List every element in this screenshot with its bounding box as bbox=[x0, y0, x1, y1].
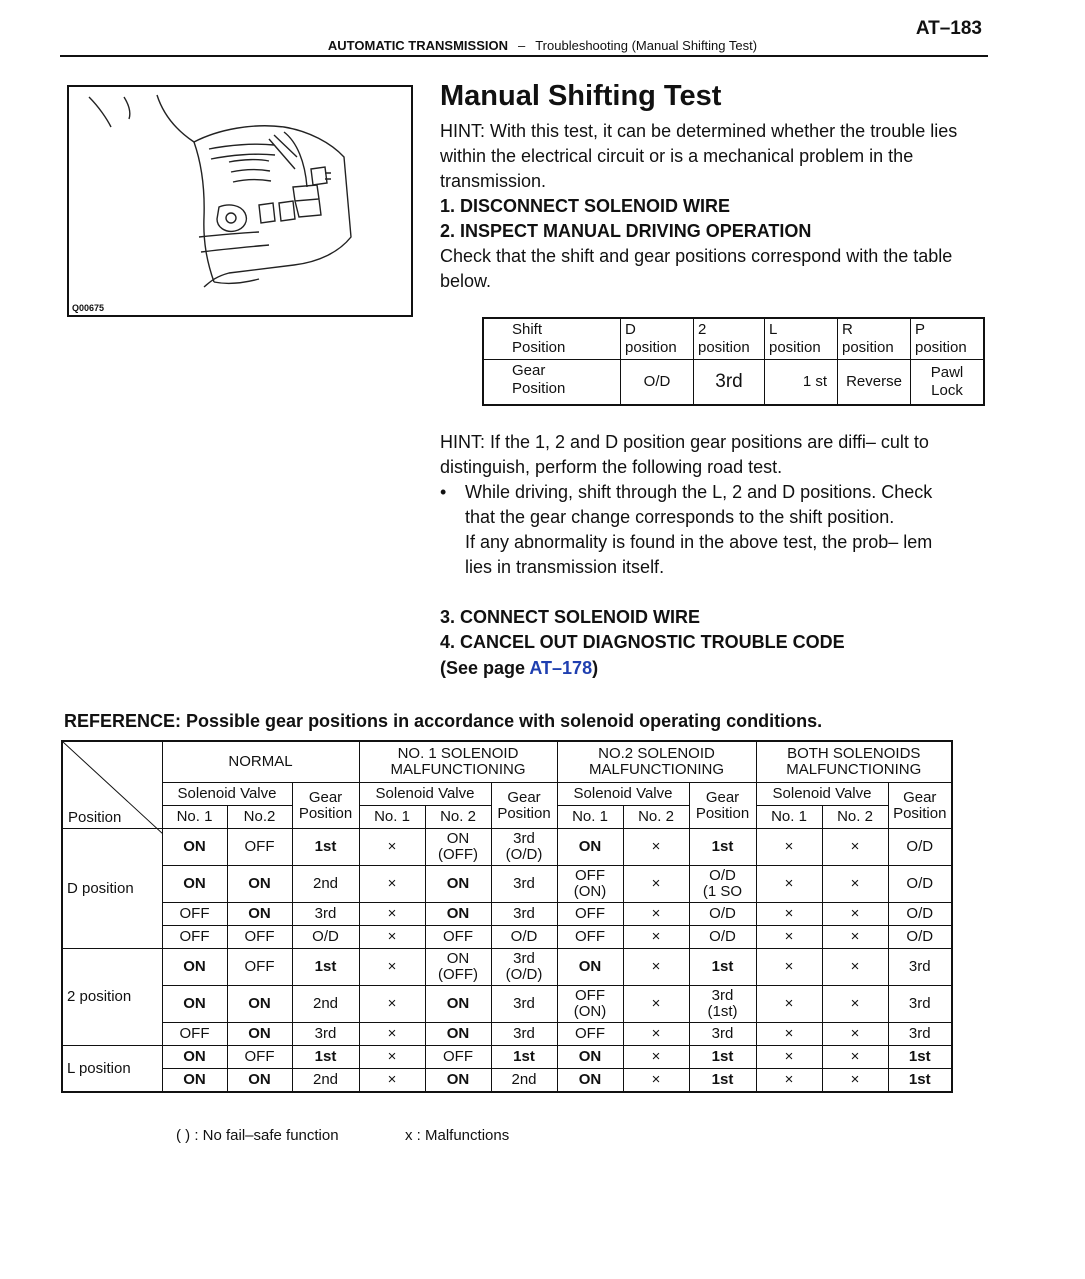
table-cell: 1st bbox=[491, 1046, 557, 1069]
table-cell: × bbox=[756, 926, 822, 949]
table-cell: 1st bbox=[689, 949, 756, 986]
hint-paragraph: HINT: With this test, it can be determined whether the trouble lies within the electrical circuit or is a mechanical problem in the transmission. bbox=[440, 121, 958, 191]
table-cell: × bbox=[359, 1069, 425, 1093]
table-cell: O/D bbox=[888, 926, 952, 949]
table-cell: 3rd bbox=[689, 1023, 756, 1046]
table-cell: ON bbox=[557, 829, 623, 866]
table-cell: 2nd bbox=[292, 986, 359, 1023]
page-title: Manual Shifting Test bbox=[440, 80, 722, 112]
table-cell: 1st bbox=[292, 949, 359, 986]
table-cell: OFF bbox=[557, 903, 623, 926]
table-cell: ON (OFF) bbox=[425, 949, 491, 986]
table-cell: × bbox=[623, 949, 689, 986]
table-cell: × bbox=[756, 1023, 822, 1046]
gear-position-header: Gear Position bbox=[491, 783, 557, 829]
table-cell: × bbox=[623, 986, 689, 1023]
table-cell: ON bbox=[425, 866, 491, 903]
table-cell: 3rd (1st) bbox=[689, 986, 756, 1023]
corner-cell bbox=[62, 741, 162, 829]
shift-table-label: Gear Position bbox=[483, 360, 621, 406]
table-cell: × bbox=[623, 829, 689, 866]
table-cell: ON bbox=[557, 1069, 623, 1093]
table-cell: ON bbox=[425, 986, 491, 1023]
table-cell: OFF (ON) bbox=[557, 986, 623, 1023]
table-cell: 3rd bbox=[491, 903, 557, 926]
table-cell: OFF bbox=[227, 949, 292, 986]
shift-position-table bbox=[482, 317, 985, 406]
table-cell: 3rd bbox=[292, 1023, 359, 1046]
no1-header: No. 1 bbox=[557, 806, 623, 829]
table-cell: × bbox=[822, 829, 888, 866]
bullet-dot: • bbox=[440, 482, 447, 502]
table-cell: 3rd bbox=[888, 949, 952, 986]
step-cancel-dtc: 4. CANCEL OUT DIAGNOSTIC TROUBLE CODE bbox=[440, 632, 845, 652]
group-header-no1: NO. 1 SOLENOID MALFUNCTIONING bbox=[359, 741, 557, 783]
header-rule bbox=[60, 55, 988, 57]
table-cell: 1st bbox=[689, 1069, 756, 1093]
reference-table bbox=[61, 740, 953, 1093]
table-cell: 3rd bbox=[491, 1023, 557, 1046]
table-cell: O/D bbox=[888, 829, 952, 866]
no1-header: No. 1 bbox=[756, 806, 822, 829]
table-cell: ON bbox=[162, 1046, 227, 1069]
table-cell: × bbox=[623, 1046, 689, 1069]
table-cell: 1st bbox=[888, 1069, 952, 1093]
table-cell: × bbox=[359, 1046, 425, 1069]
shift-table-header: L position bbox=[765, 318, 838, 360]
table-cell: × bbox=[756, 829, 822, 866]
table-cell: × bbox=[756, 903, 822, 926]
table-cell: ON bbox=[227, 903, 292, 926]
header-section: AUTOMATIC TRANSMISSION bbox=[327, 38, 508, 53]
table-cell: × bbox=[756, 949, 822, 986]
table-cell: ON bbox=[425, 1069, 491, 1093]
solenoid-valve-header: Solenoid Valve bbox=[756, 783, 888, 806]
no2-header: No.2 bbox=[227, 806, 292, 829]
table-cell: 3rd bbox=[491, 866, 557, 903]
no2-header: No. 2 bbox=[822, 806, 888, 829]
table-cell: 2nd bbox=[292, 1069, 359, 1093]
reference-header-row bbox=[62, 741, 952, 783]
table-cell: × bbox=[623, 926, 689, 949]
corner-position-label: Position bbox=[68, 809, 122, 826]
solenoid-valve-header: Solenoid Valve bbox=[162, 783, 292, 806]
gear-position-header: Gear Position bbox=[292, 783, 359, 829]
table-cell: × bbox=[756, 866, 822, 903]
transmission-figure bbox=[67, 85, 413, 317]
table-cell: × bbox=[822, 949, 888, 986]
table-cell: × bbox=[822, 866, 888, 903]
group-header-no2: NO.2 SOLENOID MALFUNCTIONING bbox=[557, 741, 756, 783]
table-row bbox=[62, 829, 952, 866]
no2-header: No. 2 bbox=[425, 806, 491, 829]
table-cell: × bbox=[359, 986, 425, 1023]
table-cell: 3rd (O/D) bbox=[491, 949, 557, 986]
table-cell: O/D bbox=[491, 926, 557, 949]
table-cell: ON bbox=[557, 949, 623, 986]
gear-position-header: Gear Position bbox=[689, 783, 756, 829]
table-cell: × bbox=[623, 866, 689, 903]
table-cell: O/D bbox=[689, 926, 756, 949]
table-cell: 1st bbox=[888, 1046, 952, 1069]
table-cell: ON (OFF) bbox=[425, 829, 491, 866]
header-subsection: Troubleshooting (Manual Shifting Test) bbox=[535, 38, 758, 53]
table-cell: O/D (1 SO bbox=[689, 866, 756, 903]
shift-table-cell: O/D bbox=[621, 360, 694, 406]
table-cell: ON bbox=[162, 829, 227, 866]
table-cell: × bbox=[822, 1046, 888, 1069]
table-cell: × bbox=[623, 1069, 689, 1093]
table-cell: OFF bbox=[425, 1046, 491, 1069]
table-cell: ON bbox=[227, 866, 292, 903]
table-cell: × bbox=[623, 1023, 689, 1046]
solenoid-valve-header: Solenoid Valve bbox=[359, 783, 491, 806]
table-cell: OFF bbox=[557, 926, 623, 949]
table-cell: ON bbox=[162, 986, 227, 1023]
table-cell: × bbox=[359, 829, 425, 866]
table-cell: 3rd bbox=[292, 903, 359, 926]
step-connect-solenoid: 3. CONNECT SOLENOID WIRE bbox=[440, 607, 701, 627]
step-disconnect-solenoid: 1. DISCONNECT SOLENOID WIRE bbox=[440, 196, 731, 216]
see-page-reference: (See page AT–178) bbox=[440, 658, 599, 678]
table-cell: ON bbox=[162, 866, 227, 903]
transmission-illustration-icon bbox=[69, 87, 411, 315]
position-group-label: D position bbox=[62, 829, 162, 949]
table-cell: 3rd bbox=[888, 986, 952, 1023]
table-row bbox=[62, 1069, 952, 1093]
table-cell: O/D bbox=[689, 903, 756, 926]
table-cell: 3rd (O/D) bbox=[491, 829, 557, 866]
table-cell: OFF bbox=[162, 926, 227, 949]
see-page-link[interactable]: AT–178 bbox=[529, 658, 593, 678]
table-cell: OFF bbox=[557, 1023, 623, 1046]
reference-subheader-row bbox=[62, 783, 952, 806]
no1-header: No. 1 bbox=[359, 806, 425, 829]
group-header-both: BOTH SOLENOIDS MALFUNCTIONING bbox=[756, 741, 952, 783]
shift-table-cell: Reverse bbox=[838, 360, 911, 406]
table-cell: × bbox=[359, 949, 425, 986]
position-group-label: L position bbox=[62, 1046, 162, 1093]
table-cell: ON bbox=[227, 986, 292, 1023]
table-cell: × bbox=[822, 926, 888, 949]
table-cell: OFF bbox=[227, 1046, 292, 1069]
table-cell: ON bbox=[557, 1046, 623, 1069]
table-cell: × bbox=[822, 1069, 888, 1093]
table-cell: O/D bbox=[292, 926, 359, 949]
table-row bbox=[62, 1046, 952, 1069]
table-cell: ON bbox=[162, 1069, 227, 1093]
table-cell: 3rd bbox=[888, 1023, 952, 1046]
table-row bbox=[62, 903, 952, 926]
table-row bbox=[62, 986, 952, 1023]
reference-title: REFERENCE: Possible gear positions in accordance with solenoid operating conditions. bbox=[64, 711, 823, 731]
table-cell: O/D bbox=[888, 866, 952, 903]
table-cell: 1st bbox=[292, 829, 359, 866]
table-cell: 1st bbox=[292, 1046, 359, 1069]
table-cell: ON bbox=[162, 949, 227, 986]
shift-table-cell: 3rd bbox=[694, 360, 765, 406]
bullet-text: If any abnormality is found in the above test, the prob– lem lies in transmission itself. bbox=[465, 532, 933, 577]
header-separator: – bbox=[517, 38, 526, 53]
table-cell: 1st bbox=[689, 829, 756, 866]
running-header bbox=[0, 38, 1085, 53]
table-cell: × bbox=[822, 903, 888, 926]
position-group-label: 2 position bbox=[62, 949, 162, 1046]
table-cell: × bbox=[359, 903, 425, 926]
shift-table-header: D position bbox=[621, 318, 694, 360]
table-cell: ON bbox=[425, 903, 491, 926]
table-row bbox=[62, 926, 952, 949]
table-cell: ON bbox=[425, 1023, 491, 1046]
table-row bbox=[62, 949, 952, 986]
table-cell: × bbox=[756, 1069, 822, 1093]
table-row bbox=[62, 866, 952, 903]
step-inspect-manual-driving: 2. INSPECT MANUAL DRIVING OPERATION bbox=[440, 221, 812, 241]
table-cell: O/D bbox=[888, 903, 952, 926]
shift-table-header: P position bbox=[911, 318, 985, 360]
no1-header: No. 1 bbox=[162, 806, 227, 829]
table-cell: OFF bbox=[162, 903, 227, 926]
table-cell: × bbox=[756, 986, 822, 1023]
shift-table-row bbox=[483, 318, 984, 360]
legend-malfunctions: x : Malfunctions bbox=[405, 1127, 510, 1144]
table-cell: OFF bbox=[425, 926, 491, 949]
shift-table-header: Shift Position bbox=[483, 318, 621, 360]
table-cell: × bbox=[359, 866, 425, 903]
page-number: AT–183 bbox=[915, 18, 982, 39]
table-cell: × bbox=[822, 986, 888, 1023]
shift-table-header: 2 position bbox=[694, 318, 765, 360]
table-row bbox=[62, 1023, 952, 1046]
table-cell: 2nd bbox=[491, 1069, 557, 1093]
shift-table-row bbox=[483, 360, 984, 406]
table-cell: × bbox=[623, 903, 689, 926]
table-cell: OFF (ON) bbox=[557, 866, 623, 903]
group-header-normal: NORMAL bbox=[162, 741, 359, 783]
legend-no-fail-safe: ( ) : No fail–safe function bbox=[176, 1127, 339, 1144]
no2-header: No. 2 bbox=[623, 806, 689, 829]
figure-code: Q00675 bbox=[72, 303, 105, 313]
table-cell: × bbox=[756, 1046, 822, 1069]
table-cell: × bbox=[822, 1023, 888, 1046]
table-cell: ON bbox=[227, 1023, 292, 1046]
table-cell: × bbox=[359, 1023, 425, 1046]
table-cell: OFF bbox=[227, 926, 292, 949]
table-cell: ON bbox=[227, 1069, 292, 1093]
shift-table-cell: Pawl Lock bbox=[911, 360, 985, 406]
check-paragraph: Check that the shift and gear positions correspond with the table below. bbox=[440, 246, 953, 291]
table-cell: 1st bbox=[689, 1046, 756, 1069]
table-cell: OFF bbox=[227, 829, 292, 866]
shift-table-cell: 1 st bbox=[765, 360, 838, 406]
solenoid-valve-header: Solenoid Valve bbox=[557, 783, 689, 806]
table-cell: OFF bbox=[162, 1023, 227, 1046]
table-cell: 3rd bbox=[491, 986, 557, 1023]
shift-table-header: R position bbox=[838, 318, 911, 360]
table-cell: × bbox=[359, 926, 425, 949]
table-cell: 2nd bbox=[292, 866, 359, 903]
gear-position-header: Gear Position bbox=[888, 783, 952, 829]
bullet-text: While driving, shift through the L, 2 and D positions. Check that the gear change corresponds to the shift position. bbox=[465, 482, 933, 527]
hint2-paragraph: HINT: If the 1, 2 and D position gear positions are diffi– cult to distinguish, perform the following road test. bbox=[440, 432, 929, 477]
